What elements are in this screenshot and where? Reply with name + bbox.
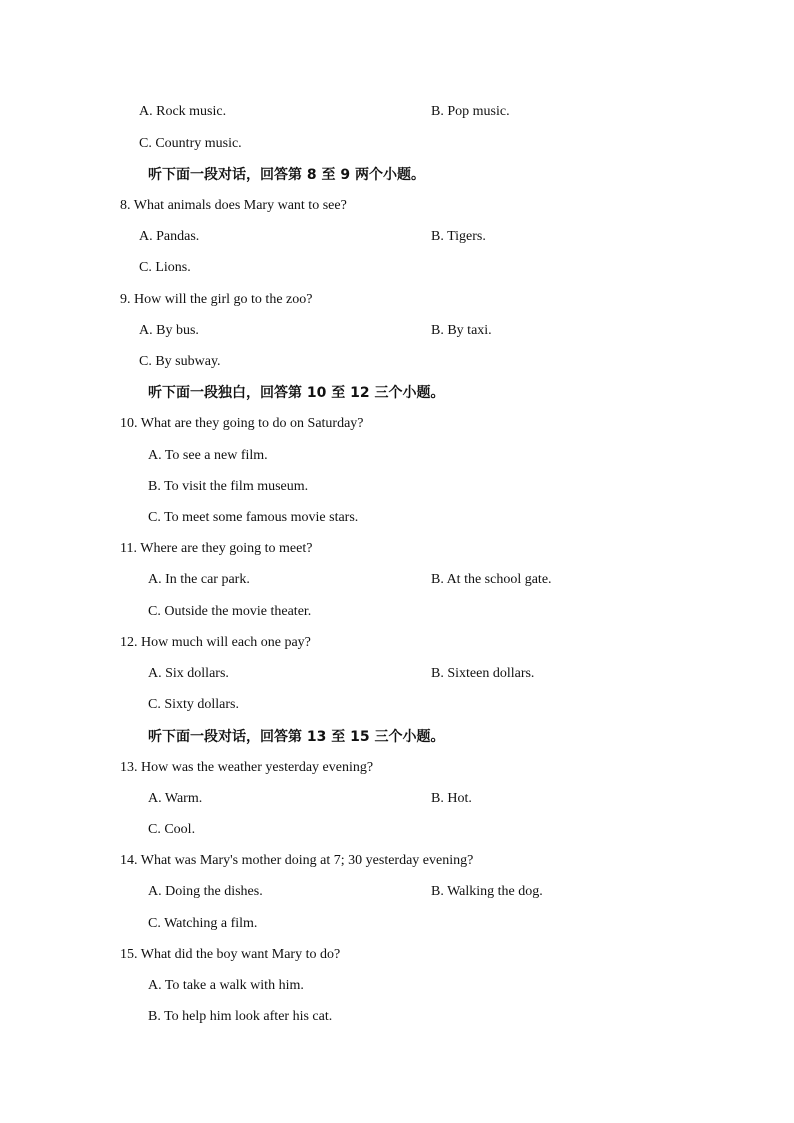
q12-question: 12. How much will each one pay? bbox=[120, 635, 311, 650]
q9-question: 9. How will the girl go to the zoo? bbox=[120, 292, 313, 307]
q12-option-c: C. Sixty dollars. bbox=[148, 697, 240, 712]
q13-option-a: A. Warm. bbox=[148, 791, 203, 806]
q15-question: 15. What did the boy want Mary to do? bbox=[120, 947, 341, 962]
q9-option-c: C. By subway. bbox=[139, 354, 221, 369]
q10-option-c: C. To meet some famous movie stars. bbox=[148, 510, 359, 525]
q7-option-c: C. Country music. bbox=[139, 136, 242, 151]
q15-option-a: A. To take a walk with him. bbox=[148, 978, 304, 993]
q12-option-a: A. Six dollars. bbox=[148, 666, 229, 681]
q14-question: 14. What was Mary's mother doing at 7; 30 yesterday evening? bbox=[120, 853, 474, 868]
q13-option-c: C. Cool. bbox=[148, 822, 196, 837]
q8-option-b: B. Tigers. bbox=[431, 229, 486, 244]
q8-question: 8. What animals does Mary want to see? bbox=[120, 198, 347, 213]
q13-question: 13. How was the weather yesterday evening? bbox=[120, 760, 374, 775]
q11-option-a: A. In the car park. bbox=[148, 572, 250, 587]
q14-option-b: B. Walking the dog. bbox=[431, 884, 543, 899]
q10-question: 10. What are they going to do on Saturday? bbox=[120, 416, 364, 431]
q13-option-b: B. Hot. bbox=[431, 791, 472, 806]
section-instruction-8-9: 听下面一段对话，回答第 8 至 9 两个小题。 bbox=[148, 167, 425, 183]
q7-option-b: B. Pop music. bbox=[431, 104, 510, 119]
q10-option-a: A. To see a new film. bbox=[148, 448, 268, 463]
q14-option-a: A. Doing the dishes. bbox=[148, 884, 263, 899]
q12-option-b: B. Sixteen dollars. bbox=[431, 666, 535, 681]
section-instruction-13-15: 听下面一段对话，回答第 13 至 15 三个小题。 bbox=[148, 729, 445, 745]
q15-option-b: B. To help him look after his cat. bbox=[148, 1009, 333, 1024]
q8-option-c: C. Lions. bbox=[139, 260, 191, 275]
q11-option-b: B. At the school gate. bbox=[431, 572, 552, 587]
q9-option-a: A. By bus. bbox=[139, 323, 199, 338]
q11-option-c: C. Outside the movie theater. bbox=[148, 604, 312, 619]
q9-option-b: B. By taxi. bbox=[431, 323, 492, 338]
q11-question: 11. Where are they going to meet? bbox=[120, 541, 313, 556]
q7-option-a: A. Rock music. bbox=[139, 104, 227, 119]
q8-option-a: A. Pandas. bbox=[139, 229, 200, 244]
section-instruction-10-12: 听下面一段独白，回答第 10 至 12 三个小题。 bbox=[148, 385, 445, 401]
q14-option-c: C. Watching a film. bbox=[148, 916, 258, 931]
q10-option-b: B. To visit the film museum. bbox=[148, 479, 309, 494]
